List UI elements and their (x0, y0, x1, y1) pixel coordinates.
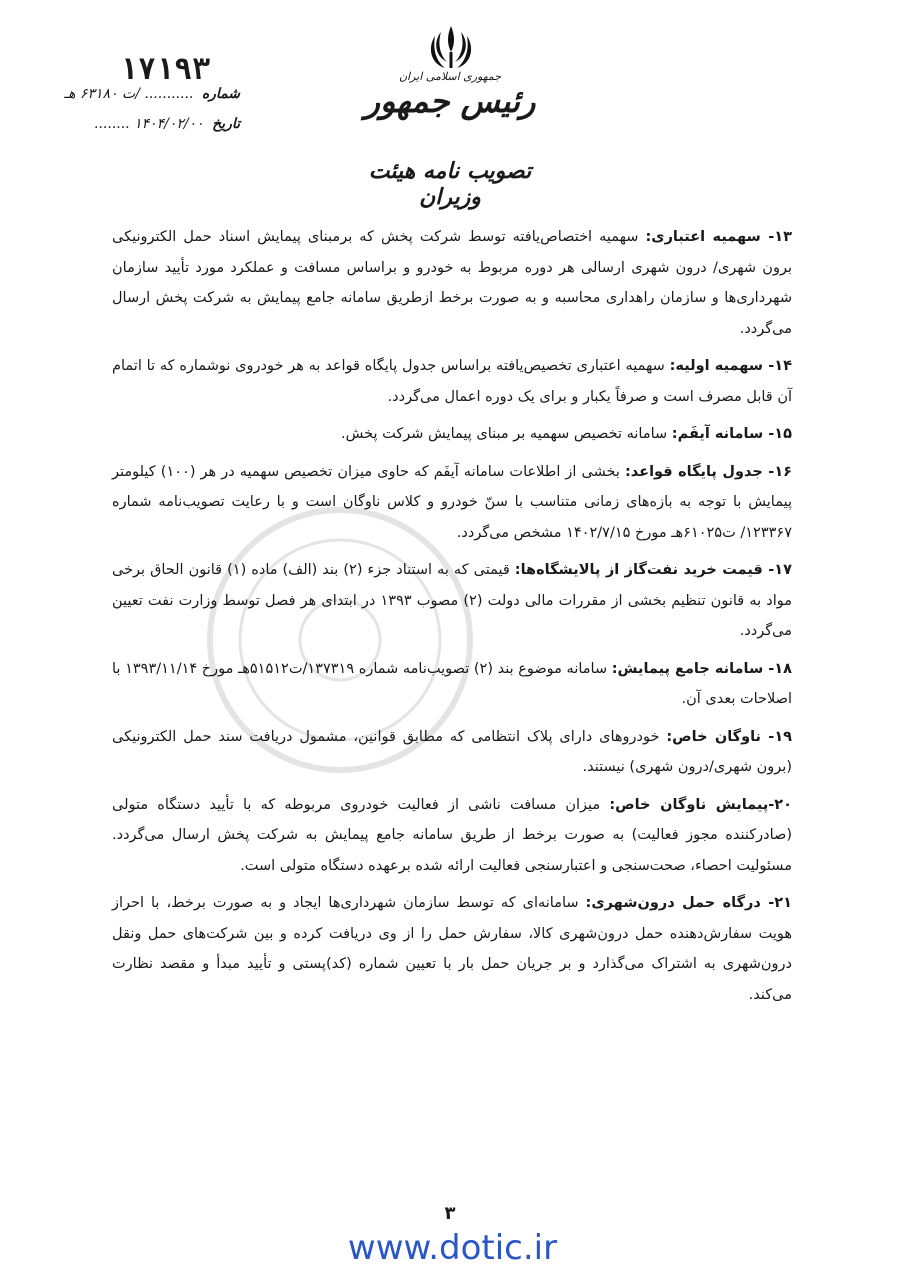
clause-text: سامانه‌ای که توسط سازمان شهرداری‌ها ایجاد و به صورت برخط، با احراز هویت سفارش‌دهنده حمل درون‌شهری کالا، سفارش حمل را از وی دریافت کرده و بین شرکت‌های حمل ونقل درون‌شهری به اشتراک می‌گذارد و بر جریان حمل بار با تعیین شماره (کد)پستی و تأیید مبدأ و مقصد نظارت می‌کند. (112, 895, 792, 1003)
document-body (112, 222, 792, 1017)
letter-date-row (40, 116, 240, 132)
clause-text: میزان مسافت ناشی از فعالیت خودروی مربوطه که با تأیید دستگاه متولی (صادرکننده مجوز فعالیت) به صورت برخط از طریق سامانه جامع پیمایش به شرکت پخش ارسال می‌گردد. مسئولیت احصاء، صحت‌سنجی و اعتبارسنجی فعالیت ارائه شده برعهده دستگاه متولی است. (112, 796, 792, 874)
date-label: تاریخ (212, 116, 240, 132)
clause-term: ۱۹- ناوگان خاص: (666, 728, 793, 745)
clause-17 (112, 555, 792, 647)
letter-number-row (40, 86, 240, 102)
clause-text: قیمتی که به استناد جزء (۲) بند (الف) ماده (۱) قانون الحاق برخی مواد به قانون تنظیم بخشی از مقررات مالی دولت (۲) مصوب ۱۳۹۳ در ابتدای هر فصل توسط وزارت نفت تعیین می‌گردد. (112, 562, 792, 639)
clause-text: بخشی از اطلاعات سامانه آیفَم که حاوی میزان تخصیص سهمیه در هر (۱۰۰) کیلومتر پیمایش با توجه به بازه‌های زمانی متناسب با سنّ خودرو و کلاس ناوگان است و با رعایت تصویب‌نامه شماره ۱۲۳۳۶۷/ ت۶۱۰۲۵هـ مورخ ۱۴۰۲/۷/۱۵ مشخص می‌گردد. (112, 463, 792, 541)
clause-19 (112, 722, 792, 783)
website-link[interactable]: www.dotic.ir (347, 1228, 558, 1268)
clause-term: ۱۶- جدول پایگاه قواعد: (624, 463, 793, 480)
clause-13 (112, 222, 792, 344)
handwritten-number: ۱۷۱۹۳ (119, 52, 211, 87)
clause-text: سامانه تخصیص سهمیه بر مبنای پیمایش شرکت پخش. (341, 426, 672, 442)
clause-text: سهمیه اختصاص‌یافته توسط شرکت پخش که برمبنای پیمایش اسناد حمل الکترونیکی برون شهری/ درون شهری ارسالی هر دوره مربوط به خودرو و براساس مسافت و عملکرد مورد تأیید سازمان شهرداری‌ها و سازمان راهداری محاسبه و به صورت برخط ازطریق سامانه جامع پیمایش به شرکت پخش ارسال می‌گردد. (112, 229, 792, 337)
clause-21 (112, 888, 792, 1010)
clause-term: ۱۵- سامانه آیفَم: (671, 426, 792, 442)
clause-term: ۱۷- قیمت خرید نفت‌گاز از پالایشگاه‌ها: (514, 562, 792, 578)
number-value: ........... /ت ۶۳۱۸۰ هـ (64, 86, 194, 102)
page-number: ۳ (444, 1203, 456, 1224)
letterhead (350, 68, 550, 119)
clause-text: سامانه موضوع بند (۲) تصویب‌نامه شماره ۱۳۷۳۱۹/ت۵۱۵۱۲هـ مورخ ۱۳۹۳/۱۱/۱۴ با اصلاحات بعدی آن. (112, 660, 792, 707)
clause-term: ۲۰-پیمایش ناوگان خاص: (609, 796, 792, 813)
date-value: ۱۴۰۴/۰۲/۰۰ ........ (94, 116, 204, 132)
clause-term: ۲۱- درگاه حمل درون‌شهری: (585, 895, 792, 911)
clause-15 (112, 419, 792, 450)
clause-text: خودروهای دارای پلاک انتظامی که مطابق قوانین، مشمول دریافت سند حمل الکترونیکی (برون شهری/درون شهری) نیستند. (112, 728, 792, 775)
number-label: شماره (201, 86, 240, 102)
presidency-label: رئیس جمهور (364, 82, 536, 120)
clause-18 (112, 654, 792, 715)
clause-term: ۱۸- سامانه جامع پیمایش: (611, 660, 792, 677)
clause-term: ۱۴- سهمیه اولیه: (669, 358, 792, 374)
approval-title: تصویب نامه هیئت وزیران (368, 158, 532, 210)
clause-text: سهمیه اعتباری تخصیص‌یافته براساس جدول پایگاه قواعد به هر خودروی نوشماره که تا اتمام آن قابل مصرف است و صرفاً یکبار و برای یک دوره اعمال می‌گردد. (112, 358, 792, 405)
republic-label: جمهوری اسلامی ایران (398, 70, 502, 83)
iran-emblem-icon (425, 22, 477, 74)
clause-14 (112, 351, 792, 412)
clause-16 (112, 457, 792, 549)
clause-term: ۱۳- سهمیه اعتباری: (645, 229, 792, 245)
clause-20 (112, 790, 792, 882)
